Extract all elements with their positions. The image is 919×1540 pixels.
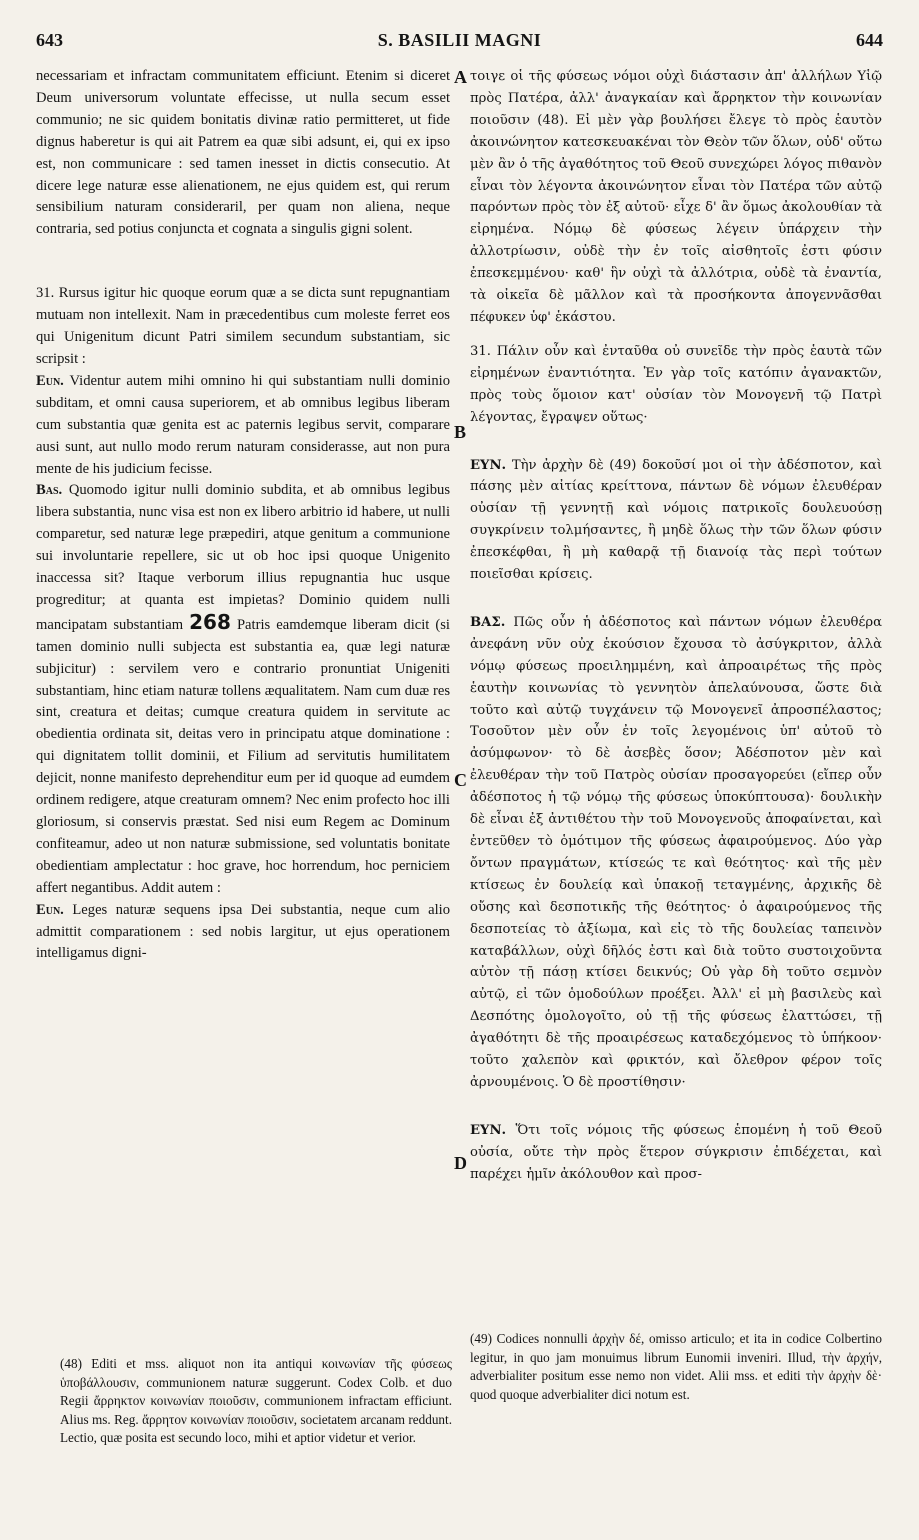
- speaker-label: Bas.: [36, 482, 63, 499]
- greek-column: [470, 66, 882, 1186]
- greek-paragraph-1: τοιγε οἱ τῆς φύσεως νόμοι οὐχὶ διάστασιν ἀπ' ἀλλήλων Υἱῷ πρὸς Πατέρα, ἀλλ' ἀναγκαίαν καὶ ἄρρηκτον τὴν κοινωνίαν ποιοῦσιν (48). Εἰ μὲν γὰρ βουλήσει ἔλεγε τὸ πρὸς ἑαυτὸν ἀκοινώνητον κατεσκευακέναι τὸν Θεὸν τῶν ὅλων, οὐδ' οὕτω μὲν ἂν ὁ τῆς ἀγαθότητος τοῦ Θεοῦ συνεχώρει λόγος πιθανὸν εἶναι τὸν λέγοντα ἀκοινώνητον εἶναι τὸν Πατέρα τῶν αὐτῷ παρόντων πρὸς τὸν ἐξ αὐτοῦ· εἶχε δ' ἂν ὅμως ἀκολουθίαν τὰ εἰρημένα. Νόμῳ δὲ φύσεως λέγειν ὑπάρχειν τὴν ἀλλοτρίωσιν, οὐδὲ τὴν ἐν τοῖς αἰσθητοῖς ἐστι φύσιν ἐπεσκεμμένου· καθ' ἣν οὐχὶ τὰ ἀλλότρια, οὐδὲ τὰ ἐναντία, τὰ οἰκεῖα δὲ μᾶλλον καὶ τὰ προσήκοντα ἀπογεννᾶσθαι πέφυκεν ὑφ' ἑκάστου.: [470, 69, 882, 325]
- page-number-left: 643: [36, 30, 63, 50]
- footnote-48: (48) Editi et mss. aliquot non ita antiqui κοινωνίαν τῆς φύσεως ὑποβάλλουσιν, communionem naturæ suggerunt. Codex Colb. et duo Regii ἄρρηκτον κοινωνίαν ποιοῦσιν, communionem infractam efficiunt. Alius ms. Reg. ἄρρητον κοινωνίαν ποιοῦσιν, societatem arcanam reddunt. Lectio, quæ posita est secundo loco, mihi et aptior videtur et verior.: [60, 1356, 452, 1445]
- column-number: 268: [189, 609, 231, 634]
- section-marker-a: A: [454, 67, 467, 87]
- latin-paragraph-1: necessariam et infractam communitatem efficiunt. Etenim si diceret Deum universorum voluntate effecisse, ut nulla secum esset communio; ne sic quidem bonitatis divinæ ratio permitteret, ut fide dignus haberetur is qui ait Patrem ea quæ sibi adsunt, ei, qui ex ipso est, non communicare : sed tamen inesset in dictis consecutio. At dicere lege naturæ esse alienationem, ne ejus quidem est, qui rerum sensibilium naturam consideraril, per quam non aliena, neque contraria, sed potius conjuncta et cognata a singulis gigni solent.: [36, 68, 450, 238]
- page-number-right: 644: [856, 30, 883, 50]
- latin-eunomius-2: Eun. Leges naturæ sequens ipsa Dei substantia, neque cum alio admittit comparationem : sed nobis largitur, ut ejus operationem intelligamus digni-: [36, 901, 450, 962]
- latin-paragraph-31: 31. Rursus igitur hic quoque eorum quæ a se dicta sunt repugnantiam mutuam non intellexit. Nam in præcedentibus cum moleste ferret eos qui Unigenitum dicunt Patri similem secundum substantiam, sic scripsit :: [36, 285, 450, 367]
- section-marker-c: C: [454, 770, 467, 790]
- section-marker-d: D: [454, 1153, 467, 1173]
- latin-eunomius-1: Eun. Videntur autem mihi omnino hi qui substantiam nulli dominio subditam, et omni causa superiorem, et ab omnibus legibus liberam cum substantia quæ genita est ac paternis legibus servit, comparare ausi sunt, aut nullo modo rerum naturam considerasse, aut non pura mente de his judicium fecisse.: [36, 372, 450, 477]
- greek-paragraph-31: 31. Πάλιν οὖν καὶ ἐνταῦθα οὐ συνεῖδε τὴν πρὸς ἑαυτὰ τῶν εἰρημένων ἐναντιότητα. Ἐν γὰρ τοῖς κατόπιν ἀγανακτῶν, πρὸς τοὺς ὅμοιον κατ' οὐσίαν τὸν Μονογενῆ τῷ Πατρὶ λέγοντας, ἔγραψεν οὕτως·: [470, 343, 882, 425]
- section-marker-b: B: [454, 422, 467, 442]
- greek-eunomius-2: ΕΥΝ. Ὅτι τοῖς νόμοις τῆς φύσεως ἑπομένη ἡ τοῦ Θεοῦ οὐσία, οὔτε τὴν πρὸς ἕτερον σύγκρισιν ἐπιδέχεται, καὶ παρέχει ἡμῖν ἀκόλουθον καὶ προσ-: [470, 1122, 882, 1182]
- speaker-label: ΕΥΝ.: [470, 1122, 507, 1138]
- greek-basil-reply: ΒΑΣ. Πῶς οὖν ἡ ἀδέσποτος καὶ πάντων νόμων ἐλευθέρα ἀνεφάνη νῦν οὐχ ἑκούσιον ἔχουσα τὸ ἀσύγκριτον, ἀλλὰ νόμῳ φύσεως προειλημμένη, καὶ ἀπροαιρέτως τῆς πρὸς ἑαυτὴν κοινωνίας τὸ γεννητὸν ἀπελαύνουσα, ὥστε διὰ τοῦτο καὶ αὐτῷ τυγχάνειν τῷ Μονογενεῖ ἀπροσπέλαστος; Τοσοῦτον μὲν οὖν ἐν τοῖς λεγομένοις ὑπ' αὐτοῦ τὸ ἀσύμφωνον· τὸ δὲ ἀσεβὲς ὅσον; Ἀδέσποτον μὲν καὶ ἐλευθέραν τὴν τοῦ Πατρὸς οὐσίαν προσαγορεύει (εἴπερ οὖν ἀδέσποτος ἡ τῷ νόμῳ τῆς φύσεως ὑποκύπτουσα)· δουλικὴν δὲ εἶναι ἐξ ἀντιθέτου τὴν τοῦ Μονογενοῦς ἀποφαίνεται, καὶ ἐντεῦθεν τὸ ὁμότιμον τῆς φύσεως ἀφαιρούμενος. Δύο γὰρ ὄντων πραγμάτων, κτίσεώς τε καὶ θεότητος· καὶ τῆς μὲν κτίσεως ἐν δουλείᾳ καὶ ὑπακοῇ τεταγμένης, ἀρχικῆς δὲ οὔσης καὶ δεσποτικῆς τῆς θεότητος· ὁ ἀφαιρούμενος τῆς δεσποτείας τὸ ἀξίωμα, καὶ εἰς τὸ τῆς δουλείας ταπεινὸν καταβάλλων, οὐχὶ δῆλός ἐστι καὶ διὰ τοῦτο συστοιχοῦντα αὐτὸν τῇ πάσῃ κτίσει δεικνύς; Οὐ γὰρ δὴ τοῦτο σεμνὸν αὐτῷ, εἰ τῶν ὁμοδούλων προέξει. Ἀλλ' εἰ μὴ βασιλεὺς καὶ Δεσπότης ὁμολογοῖτο, οὐ τῇ τῆς φύσεως ἐλαττώσει, τῇ ἀγαθότητι δὲ τῆς προαιρέσεως καταδεχόμενος τὸ ὑπήκοον· τοῦτο χαλεπὸν καὶ φρικτόν, καὶ ὄλεθρον φέρον τοῖς ἀρνουμένοις. Ὁ δὲ προστίθησιν·: [470, 614, 882, 1090]
- speaker-label: Eun.: [36, 901, 64, 918]
- running-title: S. BASILII MAGNI: [377, 30, 542, 50]
- greek-eunomius-1: ΕΥΝ. Τὴν ἀρχὴν δὲ (49) δοκοῦσί μοι οἱ τὴν ἀδέσποτον, καὶ πάσης μὲν αἰτίας κρείττονα, πάντων δὲ νόμων ἐλευθέραν οὐσίαν τῇ γεννητῇ καὶ νόμοις πατρικοῖς δουλευούσῃ συγκρίνειν τολμήσαντες, ἢ μηδὲ ὅλως τὴν τῶν ὅλων φύσιν ἐπεσκέφθαι, ἢ μὴ καθαρᾷ τῇ διανοίᾳ τὰς περὶ τούτων ποιεῖσθαι κρίσεις.: [470, 457, 882, 583]
- speaker-label: ΒΑΣ.: [470, 614, 506, 630]
- footnote-49: (49) Codices nonnulli ἀρχὴν δέ, omisso articulo; et ita in codice Colbertino legitur, in quo jam monuimus librum Eunomii inveniri. Illud, τὴν ἀρχήν, adverbialiter positum esse nemo non videt. Alii mss. et editi τὴν ἀρχὴν δὲ· quod quoque adverbialiter dici notum est.: [470, 1331, 882, 1402]
- latin-column: [36, 66, 450, 965]
- speaker-label: ΕΥΝ.: [470, 457, 507, 473]
- speaker-label: Eun.: [36, 372, 64, 389]
- page-header: [36, 30, 883, 60]
- latin-basil-reply: Bas. Quomodo igitur nulli dominio subdita, et ab omnibus legibus libera substantia, nunc visa est non ex libero arbitrio id habere, ut nulli comparetur, sed naturæ lege præpediri, atque genitum a communione sui involuntarie repellere, sic ut ob hoc ipsi quoque Unigenito inaccessa sit? Itaque verborum illius repugnantia huc usque progreditur; at quanta est impietas? Dominio quidem nulli mancipatam substantiam 268 Patris eamdemque liberam dicit (si tamen dominio nulli subjecta est substantia ea, quæ legi naturæ subjicitur) : servilem vero e contrario pronuntiat Unigeniti substantiam, hinc etiam naturæ tollens æqualitatem. Nam cum duæ res sint, creatura et deitas; cumque creatura quidem in servitute ac obedientia ordinata sit, deitas vero in principatu atque dominatione : qui dignitatem tollit dominii, et Filium ad servitutis humilitatem dejicit, nonne manifesto deprehenditur eum per id quoque ad eumdem ordinem redigere, atque creaturam omnem? Nec enim profecto hoc illi gloriosum, si conservis præstat. Sed nisi eum Regem ac Dominum confiteamur, adeo ut non naturæ submissione, sed voluntatis bonitate obedientiam amplectatur : hoc grave, hoc horrendum, hoc perniciem affert negantibus. Addit autem :: [36, 482, 450, 896]
